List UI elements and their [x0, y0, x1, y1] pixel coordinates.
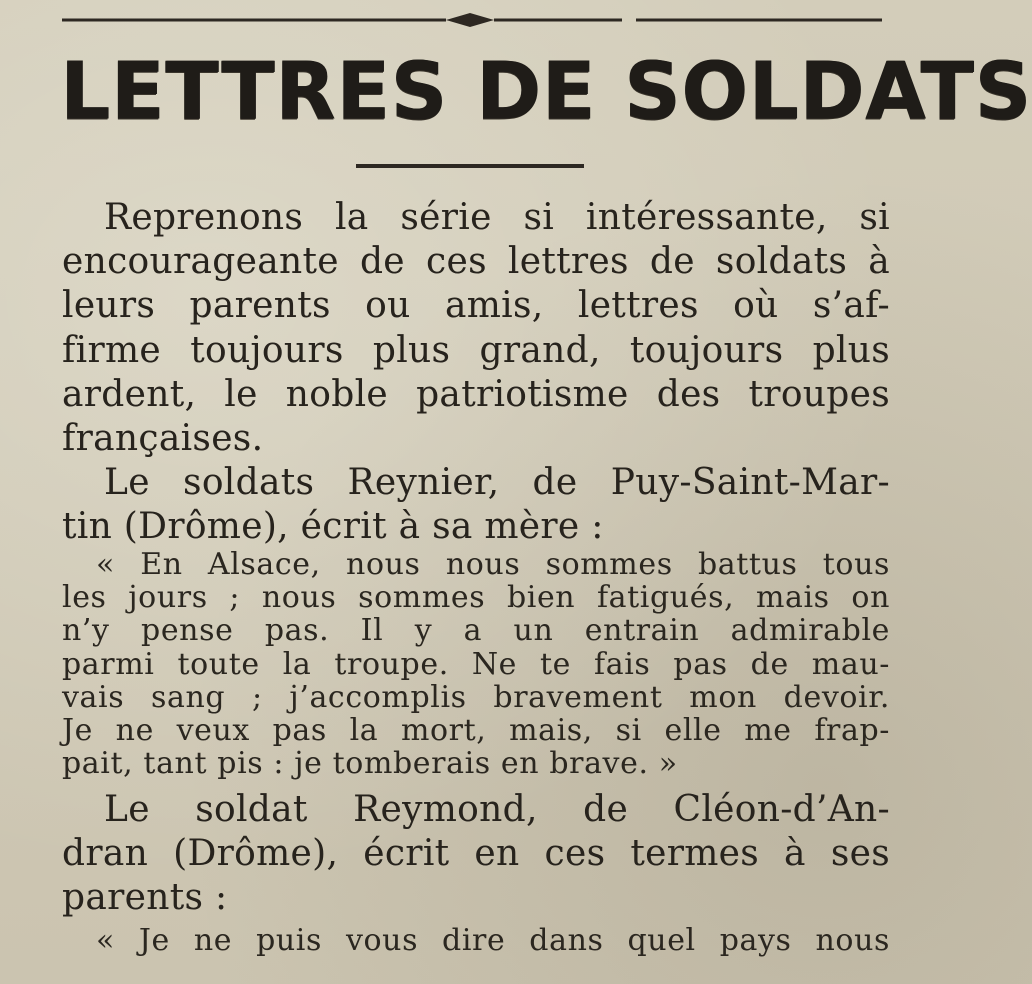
paragraph-3-line-2: dran (Drôme), écrit en ces termes à ses [62, 833, 890, 875]
article-body-continued [62, 788, 890, 921]
quote-2-line-1: « Je ne puis vous dire dans quel pays nous [96, 923, 890, 958]
headline-divider [356, 164, 584, 168]
quote-reymond [62, 924, 890, 957]
quote-1-line-5: vais sang ; j’accomplis bravement mon devoir. [62, 679, 890, 715]
paragraph-3-line-1: Le soldat Reymond, de Cléon-d’An- [104, 789, 890, 830]
headline: LETTRES DE SOLDATS [60, 46, 1032, 138]
paragraph-2-line-2: tin (Drôme), écrit à sa mère : [62, 506, 604, 548]
paragraph-1-line-6: françaises. [62, 418, 264, 460]
top-ornamental-rule [62, 8, 882, 32]
quote-1-line-6: Je ne veux pas la mort, mais, si elle me frap- [62, 713, 890, 749]
paragraph-1-line-4: firme toujours plus grand, toujours plus [62, 329, 890, 371]
quote-1-line-2: les jours ; nous sommes bien fatigués, mais on [62, 580, 890, 616]
article-body [62, 196, 890, 550]
quote-1-line-1: « En Alsace, nous nous sommes battus tous [96, 547, 890, 582]
paragraph-1-line-1: Reprenons la série si intéressante, si [104, 197, 890, 238]
quote-1-line-3: n’y pense pas. Il y a un entrain admirable [62, 613, 890, 649]
paragraph-2-line-1: Le soldats Reynier, de Puy-Saint-Mar- [104, 462, 890, 504]
quote-reynier [62, 548, 890, 780]
quote-1-line-7: pait, tant pis : je tomberais en brave. » [62, 746, 678, 782]
paragraph-1-line-3: leurs parents ou amis, lettres où s’af- [62, 285, 890, 327]
paragraph-3-line-3: parents : [62, 877, 228, 919]
paragraph-1-line-5: ardent, le noble patriotisme des troupes [62, 373, 890, 415]
quote-1-line-4: parmi toute la troupe. Ne te fais pas de mau- [62, 646, 890, 682]
paragraph-1-line-2: encourageante de ces lettres de soldats à [62, 241, 890, 283]
